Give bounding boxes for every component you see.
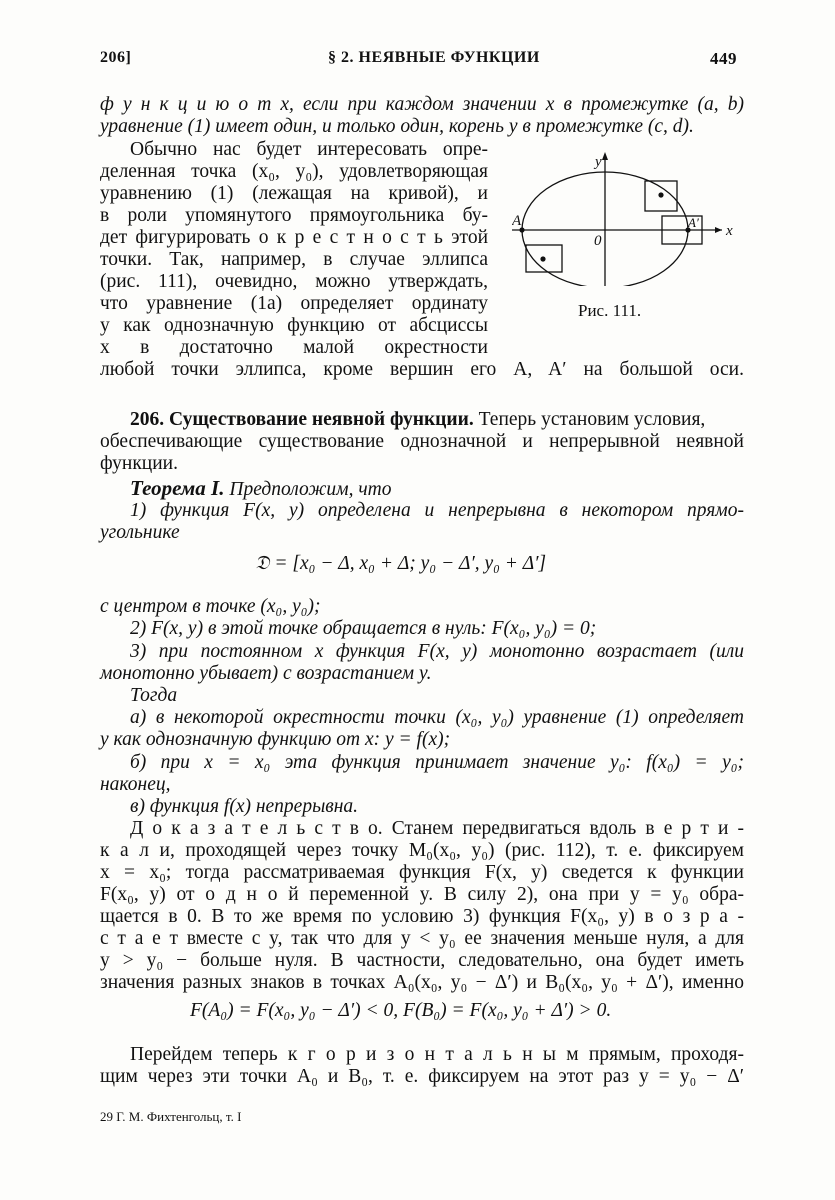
section-text: Теперь установим условия,: [478, 409, 706, 430]
proof-line: с т а е т вместе с y, так что для y < y₀ ее значения меньше нуля, а для: [100, 928, 744, 949]
para2-line: x в достаточно малой окрестности: [100, 337, 488, 358]
theorem-conclusion: наконец,: [100, 774, 171, 795]
para2-line: в роли упомянутого прямоугольника бу-: [100, 205, 488, 226]
y-axis-arrow-icon: [602, 152, 608, 160]
para2-line: (рис. 111), очевидно, можно утверждать,: [100, 271, 488, 292]
axis-label-x: x: [726, 223, 733, 239]
theorem-conclusion: в) функция f(x) непрерывна.: [130, 796, 359, 817]
ellipse-point: [540, 256, 545, 261]
theorem-condition: 1) функция F(x, y) определена и непрерывна в некотором прямо-: [130, 500, 744, 521]
para2-line: уравнению (1) (лежащая на кривой), и: [100, 183, 488, 204]
para2-line: точки. Так, например, в случае эллипса: [100, 249, 488, 270]
header-page-number: 449: [710, 49, 737, 68]
axis-label-y: y: [595, 154, 602, 170]
proof-line: щим через эти точки A₀ и B₀, т. е. фиксируем на этот раз y = y₀ − Δ′: [100, 1066, 744, 1087]
proof-line: щается в 0. В то же время по условию 3) функция F(x₀, y) в о з р а -: [100, 906, 744, 927]
inequality-formula: F(A₀) = F(x₀, y₀ − Δ′) < 0, F(B₀) = F(x₀, y₀ + Δ′) > 0.: [190, 1000, 612, 1021]
para2-line: любой точки эллипса, кроме вершин его A, A′ на большой оси.: [100, 359, 744, 380]
vertex-label-a-prime: A′: [688, 215, 699, 230]
theorem-condition: 2) F(x, y) в этой точке обращается в нуль: F(x₀, y₀) = 0;: [130, 618, 597, 639]
proof-line: Перейдем теперь к г о р и з о н т а л ь н ы м прямым, проходя-: [130, 1044, 744, 1065]
proof-line: y > y₀ − больше нуля. В частности, следовательно, она будет иметь: [100, 950, 744, 971]
header-section-number: 206]: [100, 49, 132, 66]
ellipse-point: [658, 192, 663, 197]
theorem-then: Тогда: [130, 685, 178, 706]
x-axis-arrow-icon: [715, 227, 722, 233]
theorem-conclusion: а) в некоторой окрестности точки (x₀, y₀) уравнение (1) определяет: [130, 707, 744, 728]
vertex-label-a: A: [512, 213, 522, 229]
section-title: Существование неявной функции.: [169, 409, 474, 430]
theorem-condition: с центром в точке (x₀, y₀);: [100, 596, 321, 617]
theorem-condition: угольнике: [100, 522, 180, 543]
section-heading: [130, 409, 705, 431]
theorem-intro: Предположим, что: [229, 479, 392, 500]
proof-line: к а л и, проходящей через точку M₀(x₀, y₀) (рис. 112), т. е. фиксируем: [100, 840, 744, 861]
figure-caption: Рис. 111.: [578, 301, 642, 320]
header-chapter-title: § 2. НЕЯВНЫЕ ФУНКЦИИ: [328, 49, 540, 66]
para2-line: что уравнение (1а) определяет ординату: [100, 293, 488, 314]
rectangle-formula: 𝔇 = [x₀ − Δ, x₀ + Δ; y₀ − Δ′, y₀ + Δ′]: [255, 553, 547, 574]
theorem-condition: 3) при постоянном x функция F(x, y) монотонно возрастает (или: [130, 641, 744, 662]
theorem-title: Теорема I.: [130, 476, 225, 500]
proof-line: Д о к а з а т е л ь с т в о. Станем передвигаться вдоль в е р т и -: [130, 818, 744, 839]
ellipse-figure: [512, 148, 744, 286]
para1-line: ф у н к ц и ю о т x, если при каждом значении x в промежутке (a, b): [100, 94, 744, 115]
para2-line: дет фигурировать о к р е с т н о с т ь этой: [100, 227, 488, 248]
proof-line: x = x₀; тогда рассматриваемая функция F(x, y) сведется к функции: [100, 862, 744, 883]
para2-line: деленная точка (x₀, y₀), удовлетворяющая: [100, 161, 488, 182]
para2-line: Обычно нас будет интересовать опре-: [130, 139, 488, 160]
section-number: 206.: [130, 409, 165, 430]
origin-label: 0: [594, 233, 602, 249]
footer-signature: 29 Г. М. Фихтенгольц, т. I: [100, 1109, 242, 1124]
section-text: функции.: [100, 453, 178, 474]
theorem-condition: монотонно убывает) с возрастанием y.: [100, 663, 432, 684]
theorem-conclusion: б) при x = x₀ эта функция принимает значение y₀: f(x₀) = y₀;: [130, 752, 744, 773]
theorem-heading: [130, 477, 391, 501]
theorem-conclusion: y как однозначную функцию от x: y = f(x);: [100, 729, 451, 750]
section-text: обеспечивающие существование однозначной и непрерывной неявной: [100, 431, 744, 452]
para1-line: уравнение (1) имеет один, и только один, корень y в промежутке (c, d).: [100, 116, 694, 137]
proof-line: F(x₀, y) от о д н о й переменной y. В силу 2), она при y = y₀ обра-: [100, 884, 744, 905]
proof-line: значения разных знаков в точках A₀(x₀, y₀ − Δ′) и B₀(x₀, y₀ + Δ′), именно: [100, 972, 744, 993]
para2-line: y как однозначную функцию от абсциссы: [100, 315, 488, 336]
